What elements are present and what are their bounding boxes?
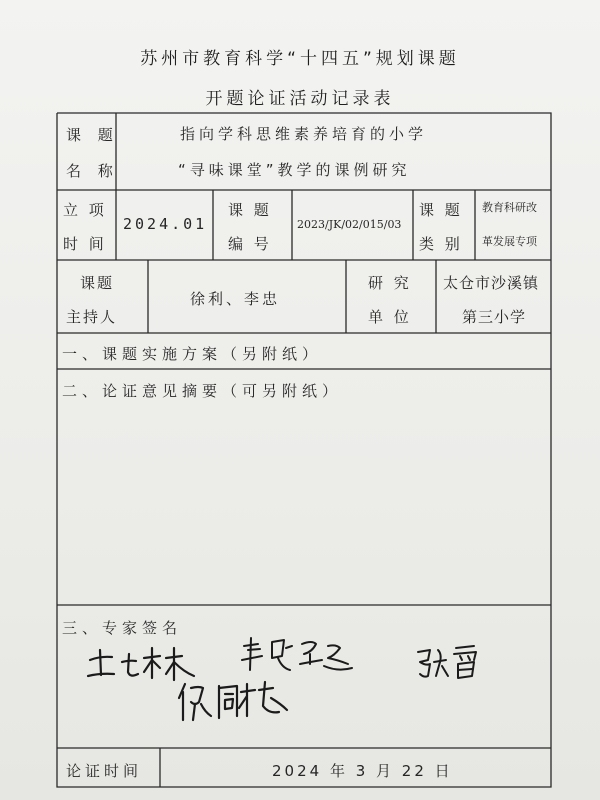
topic-name-label-line2: 名 称 — [66, 162, 119, 180]
topic-number-label-line1: 课 题 — [228, 201, 272, 219]
topic-name-line1: 指向学科思维素养培育的小学 — [180, 125, 428, 143]
unit-label-line1: 研 究 — [368, 274, 412, 292]
review-time-value: 2024 年 3 月 22 日 — [272, 762, 453, 780]
section-review-summary: 二、论证意见摘要（可另附纸） — [62, 382, 343, 400]
approval-time-value: 2024.01 — [123, 215, 208, 233]
topic-name-line2: “寻味课堂”教学的课例研究 — [178, 161, 411, 179]
signature-3 — [412, 640, 492, 685]
topic-number-value: 2023/JK/02/015/03 — [297, 218, 402, 231]
topic-category-label-line2: 类 别 — [419, 235, 463, 253]
approval-time-label-line2: 时 间 — [63, 235, 107, 253]
topic-number-label-line2: 编 号 — [228, 235, 272, 253]
host-label-line1: 课题 — [80, 274, 115, 292]
topic-category-value-line2: 革发展专项 — [482, 235, 537, 248]
section-implementation-plan: 一、课题实施方案（另附纸） — [62, 345, 323, 363]
signature-4 — [175, 676, 295, 726]
host-value: 徐利、李忠 — [190, 290, 281, 308]
topic-name-label-line1: 课 题 — [66, 126, 119, 144]
approval-time-label-line1: 立 项 — [63, 201, 107, 219]
signature-2 — [238, 630, 358, 680]
topic-category-value-line1: 教育科研改 — [482, 201, 537, 214]
unit-value-line1: 太仓市沙溪镇 — [443, 274, 540, 292]
form-subtitle: 开题论证活动记录表 — [205, 89, 395, 109]
topic-category-label-line1: 课 题 — [419, 201, 463, 219]
form-title: 苏州市教育科学“十四五”规划课题 — [140, 49, 460, 69]
unit-value-line2: 第三小学 — [462, 308, 527, 326]
host-label-line2: 主持人 — [66, 308, 118, 326]
section-expert-signatures: 三、专家签名 — [62, 619, 183, 637]
review-time-label: 论证时间 — [66, 762, 143, 780]
unit-label-line2: 单 位 — [368, 308, 412, 326]
